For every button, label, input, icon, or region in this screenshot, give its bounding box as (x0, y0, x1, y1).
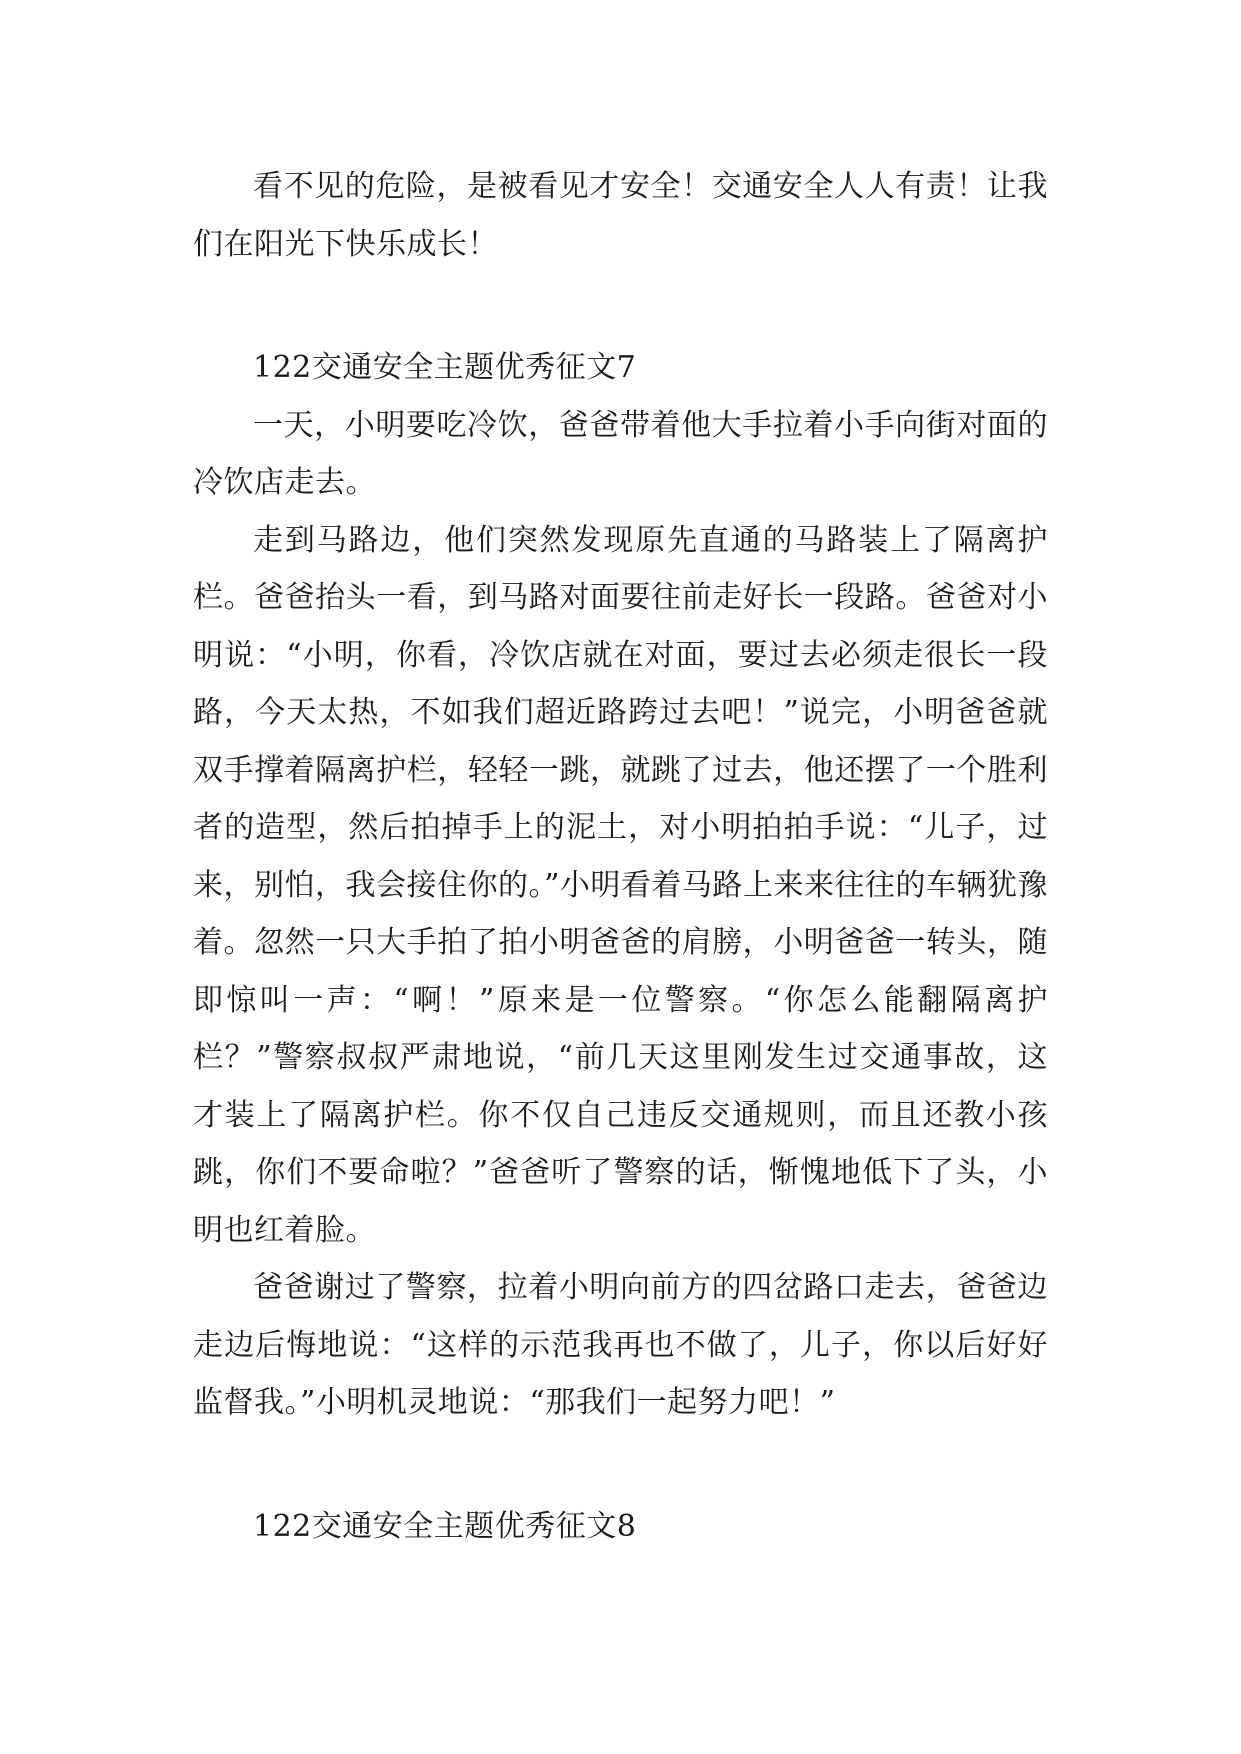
section-7-paragraph-2: 走到马路边，他们突然发现原先直通的马路装上了隔离护栏。爸爸抬头一看，到马路对面要往前走好长一段路。爸爸对小明说：“小明，你看，冷饮店就在对面，要过去必须走很长一段路，今天太热，不如我们超近路跨过去吧！”说完，小明爸爸就双手撑着隔离护栏，轻轻一跳，就跳了过去，他还摆了一个胜利者的造型，然后拍掉手上的泥土，对小明拍拍手说：“儿子，过来，别怕，我会接住你的。”小明看着马路上来来往往的车辆犹豫着。忽然一只大手拍了拍小明爸爸的肩膀，小明爸爸一转头，随即惊叫一声：“啊！”原来是一位警察。“你怎么能翻隔离护栏？”警察叔叔严肃地说，“前几天这里刚发生过交通事故，这才装上了隔离护栏。你不仅自己违反交通规则，而且还教小孩跳，你们不要命啦？”爸爸听了警察的话，惭愧地低下了头，小明也红着脸。 (193, 522, 1048, 1248)
intro-paragraph: 看不见的危险，是被看见才安全！交通安全人人有责！让我们在阳光下快乐成长！ (193, 169, 1048, 262)
section-7-title: 122交通安全主题优秀征文7 (253, 350, 637, 385)
document-page (193, 158, 1048, 1555)
section-8-title: 122交通安全主题优秀征文8 (253, 1508, 637, 1544)
section-7-paragraph-1: 一天，小明要吃冷饮，爸爸带着他大手拉着小手向街对面的冷饮店走去。 (193, 407, 1048, 500)
section-spacer (193, 273, 1048, 339)
section-7-paragraph-3: 爸爸谢过了警察，拉着小明向前方的四岔路口走去，爸爸边走边后悔地说：“这样的示范我再也不做了，儿子，你以后好好监督我。”小明机灵地说：“那我们一起努力吧！” (193, 1270, 1048, 1420)
section-spacer (193, 1432, 1048, 1498)
